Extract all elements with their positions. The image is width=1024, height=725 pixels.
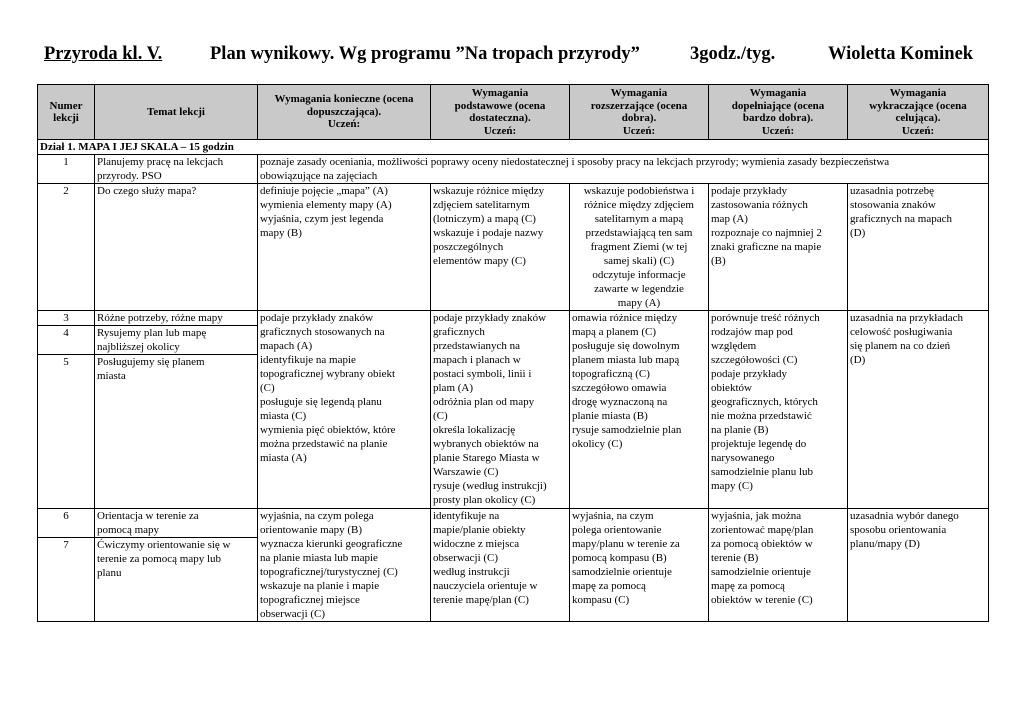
text-line: topograficznej wybrany obiekt (260, 368, 396, 380)
text-line: poszczególnych (433, 241, 504, 253)
text-line: Posługujemy się planem (97, 356, 205, 368)
col-header-necessary (258, 85, 431, 140)
lesson-topic (95, 538, 258, 622)
table-header-row (38, 85, 989, 140)
req-basic (431, 509, 570, 622)
text-line: zawarte w legendzie (594, 283, 684, 295)
text-line: topograficznej miejsce (260, 594, 360, 606)
text-line: pomocą mapy (97, 524, 160, 536)
text-line: względem (711, 340, 757, 352)
text-line: orientowanie mapy (B) (260, 524, 363, 536)
req-complementary (709, 184, 848, 311)
text-line: plam (A) (433, 382, 474, 394)
text-line: samodzielnie orientuje (572, 566, 672, 578)
text-line: podstawowe (ocena (454, 99, 546, 112)
text-line: Ćwiczymy orientowanie się w (97, 539, 231, 551)
lesson-number: 3 (38, 311, 95, 326)
text-line: podaje przykłady znaków (433, 312, 547, 324)
text-line: porównuje treść różnych (711, 312, 820, 324)
table-row (38, 184, 989, 311)
requirements-all (258, 155, 989, 184)
req-extended (570, 184, 709, 311)
text-line: podaje przykłady znaków (260, 312, 374, 324)
text-line: odróżnia plan od mapy (433, 396, 535, 408)
text-line: stosowania znaków (850, 199, 936, 211)
text-line: sposobu orientowania (850, 524, 947, 536)
req-necessary (258, 509, 431, 622)
text-line: celowość posługiwania (850, 326, 953, 338)
text-line: projektuje legendę do (711, 438, 807, 450)
text-line: mapach (A) (260, 340, 313, 352)
text-line: mapę za pomocą (711, 580, 785, 592)
req-extended (570, 509, 709, 622)
text-line: miasta (97, 370, 126, 382)
subject-title: Przyroda kl. V. (44, 44, 163, 64)
text-line: poznaje zasady oceniania, możliwości poprawy oceny niedostatecznej i sposoby pracy na lekcjach przyrody; wymienia zasady bezpieczeństwa (260, 156, 890, 168)
text-line: fragment Ziemi (w tej (590, 241, 688, 253)
text-line: wyjaśnia, czym jest legenda (260, 213, 384, 225)
lesson-number: 2 (38, 184, 95, 311)
text-line: lekcji (53, 112, 79, 124)
text-line: (lotniczym) a mapą (C) (433, 213, 536, 225)
text-line: Wymagania konieczne (ocena (274, 93, 414, 106)
lesson-number: 6 (38, 509, 95, 538)
text-line: na planie (B) (711, 424, 769, 436)
text-line: Wymagania (471, 87, 529, 99)
text-line: mapy (B) (260, 227, 302, 239)
text-line: dopełniające (ocena (731, 99, 825, 112)
text-line: narysowanego (711, 452, 775, 464)
text-line: Uczeń: (622, 124, 656, 137)
text-line: rozszerzające (ocena (590, 99, 688, 112)
text-line: mapy (A) (617, 297, 661, 309)
text-line: wyjaśnia, na czym polega (260, 510, 374, 522)
hours-per-week: 3godz./tyg. (690, 44, 776, 64)
text-line: pomocą kompasu (B) (572, 552, 667, 564)
text-line: Planujemy pracę na lekcjach (97, 156, 224, 168)
text-line: zorientować mapę/plan (711, 524, 814, 536)
text-line: planem miasta lub mapą (572, 354, 680, 366)
text-line: (D) (850, 227, 866, 239)
col-header-basic (431, 85, 570, 140)
text-line: definiuje pojęcie „mapa” (A) (260, 185, 388, 197)
text-line: obserwacji (C) (433, 552, 499, 564)
text-line: mapy/planu w terenie za (572, 538, 680, 550)
text-line: wskazuje na planie i mapie (260, 580, 380, 592)
text-line: szczegółowości (C) (711, 354, 798, 366)
text-line: rozpoznaje co najmniej 2 (711, 227, 822, 239)
text-line: planie Starego Miasta w (433, 452, 540, 464)
text-line: Uczeń: (761, 124, 795, 137)
lesson-number: 1 (38, 155, 95, 184)
text-line: dopuszczająca). (306, 105, 382, 118)
text-line: nauczyciela orientuje w (433, 580, 538, 592)
text-line: Numer (49, 99, 83, 112)
text-line: planie miasta (B) (572, 410, 648, 422)
table-row (38, 311, 989, 326)
lesson-number: 4 (38, 326, 95, 355)
text-line: odczytuje informacje (592, 269, 686, 281)
text-line: przyrody. PSO (97, 170, 162, 182)
text-line: bardzo dobra). (742, 112, 814, 124)
text-line: identyfikuje na mapie (260, 354, 356, 366)
author-name: Wioletta Kominek (828, 44, 974, 64)
text-line: planu/mapy (D) (850, 538, 920, 550)
text-line: miasta (A) (260, 452, 307, 464)
req-exceeding (848, 311, 989, 509)
text-line: drogę wyznaczoną na (572, 396, 668, 408)
col-header-number (38, 85, 95, 140)
text-line: wyjaśnia, jak można (711, 510, 802, 522)
text-line: znaki graficzne na mapie (711, 241, 822, 253)
lesson-topic: Do czego służy mapa? (95, 184, 258, 311)
text-line: mapą a planem (C) (572, 326, 656, 338)
text-line: terenie (B) (711, 552, 759, 564)
col-header-exceeding (848, 85, 989, 140)
text-line: samodzielnie planu lub (711, 466, 814, 478)
text-line: planu (97, 567, 122, 579)
text-line: można przedstawić na planie (260, 438, 388, 450)
text-line: według instrukcji (433, 566, 510, 578)
text-line: graficznych stosowanych na (260, 326, 385, 338)
text-line: terenie za pomocą mapy lub (97, 553, 222, 565)
text-line: posługuje się dowolnym (572, 340, 680, 352)
lesson-topic (95, 326, 258, 355)
text-line: Wymagania (610, 87, 668, 99)
text-line: Rysujemy plan lub mapę (97, 327, 207, 339)
text-line: celująca). (895, 112, 941, 124)
text-line: samej skali) (C) (603, 255, 675, 267)
text-line: prosty plan okolicy (C) (433, 494, 536, 506)
text-line: miasta (C) (260, 410, 307, 422)
lesson-number: 5 (38, 355, 95, 509)
requirements-table (37, 84, 989, 622)
text-line: wymienia pięć obiektów, które (260, 424, 396, 436)
section-title: Dział 1. MAPA I JEJ SKALA – 15 godzin (38, 140, 989, 155)
text-line: wskazuje różnice między (433, 185, 545, 197)
text-line: zdjęciem satelitarnym (433, 199, 530, 211)
req-exceeding (848, 509, 989, 622)
text-line: najbliższej okolicy (97, 341, 180, 353)
lesson-number: 7 (38, 538, 95, 622)
text-line: identyfikuje na (433, 510, 500, 522)
text-line: obowiązujące na zajęciach (260, 170, 378, 182)
text-line: Warszawie (C) (433, 466, 499, 478)
text-line: przedstawiającą ten sam (585, 227, 693, 239)
text-line: szczegółowo omawia (572, 382, 667, 394)
col-header-complementary (709, 85, 848, 140)
text-line: terenie mapę/plan (C) (433, 594, 529, 606)
text-line: różnice między zdjęciem (584, 199, 694, 211)
text-line: okolicy (C) (572, 438, 623, 450)
text-line: wskazuje i podaje nazwy (433, 227, 544, 239)
text-line: mapy (C) (711, 480, 753, 492)
text-line: rysuje samodzielnie plan (572, 424, 682, 436)
text-line: za pomocą obiektów w (711, 538, 813, 550)
text-line: widoczne z miejsca (433, 538, 520, 550)
text-line: obserwacji (C) (260, 608, 326, 620)
lesson-topic (95, 355, 258, 509)
text-line: Uczeń: (483, 124, 517, 137)
text-line: uzasadnia potrzebę (850, 185, 934, 197)
text-line: geograficznych, których (711, 396, 818, 408)
text-line: obiektów w terenie (C) (711, 594, 813, 606)
section-row (38, 140, 989, 155)
text-line: mapach i planach w (433, 354, 521, 366)
req-complementary (709, 509, 848, 622)
text-line: polega orientowanie (572, 524, 662, 536)
col-header-topic: Temat lekcji (95, 85, 258, 140)
text-line: map (A) (711, 213, 748, 225)
text-line: dobra). (621, 112, 657, 124)
text-line: samodzielnie orientuje (711, 566, 811, 578)
text-line: uzasadnia na przykładach (850, 312, 963, 324)
text-line: się planem na co dzień (850, 340, 951, 352)
text-line: określa lokalizację (433, 424, 516, 436)
text-line: topograficznej/turystycznej (C) (260, 566, 398, 578)
text-line: przedstawianych na (433, 340, 521, 352)
text-line: zastosowania różnych (711, 199, 808, 211)
req-basic (431, 184, 570, 311)
lesson-topic: Różne potrzeby, różne mapy (95, 311, 258, 326)
text-line: (C) (260, 382, 275, 394)
lesson-topic (95, 155, 258, 184)
text-line: (C) (433, 410, 448, 422)
text-line: mapie/planie obiekty (433, 524, 526, 536)
text-line: rodzajów map pod (711, 326, 793, 338)
text-line: rysuje (według instrukcji) (433, 480, 547, 492)
req-necessary (258, 184, 431, 311)
text-line: obiektów (711, 382, 752, 394)
text-line: wymienia elementy mapy (A) (260, 199, 392, 211)
req-necessary (258, 311, 431, 509)
text-line: Uczeń: (327, 118, 361, 131)
req-basic (431, 311, 570, 509)
plan-title: Plan wynikowy. Wg programu ”Na tropach przyrody” (210, 44, 640, 64)
text-line: mapę za pomocą (572, 580, 646, 592)
text-line: satelitarnym a mapą (594, 213, 684, 225)
text-line: nie można przedstawić (711, 410, 812, 422)
req-exceeding (848, 184, 989, 311)
text-line: podaje przykłady (711, 185, 788, 197)
text-line: Wymagania (749, 87, 807, 99)
text-line: dostateczna). (469, 112, 531, 124)
text-line: Orientacja w terenie za (97, 510, 199, 522)
text-line: Uczeń: (901, 124, 935, 137)
text-line: omawia różnice między (572, 312, 678, 324)
table-row (38, 509, 989, 538)
text-line: (B) (711, 255, 726, 267)
text-line: wyjaśnia, na czym (572, 510, 654, 522)
req-extended (570, 311, 709, 509)
text-line: kompasu (C) (572, 594, 630, 606)
text-line: elementów mapy (C) (433, 255, 526, 267)
text-line: na planie miasta lub mapie (260, 552, 378, 564)
text-line: uzasadnia wybór danego (850, 510, 959, 522)
text-line: podaje przykłady (711, 368, 788, 380)
text-line: (D) (850, 354, 866, 366)
lesson-topic (95, 509, 258, 538)
page-header (44, 44, 984, 68)
text-line: graficznych (433, 326, 485, 338)
req-complementary (709, 311, 848, 509)
text-line: graficznych na mapach (850, 213, 952, 225)
table-row (38, 155, 989, 184)
text-line: wskazuje podobieństwa i (583, 185, 695, 197)
text-line: wykraczające (ocena (869, 99, 967, 112)
text-line: wybranych obiektów na (433, 438, 539, 450)
col-header-extended (570, 85, 709, 140)
text-line: posługuje się legendą planu (260, 396, 382, 408)
text-line: postaci symboli, linii i (433, 368, 532, 380)
text-line: wyznacza kierunki geograficzne (260, 538, 403, 550)
text-line: Wymagania (889, 87, 947, 99)
text-line: topograficzną (C) (572, 368, 650, 380)
